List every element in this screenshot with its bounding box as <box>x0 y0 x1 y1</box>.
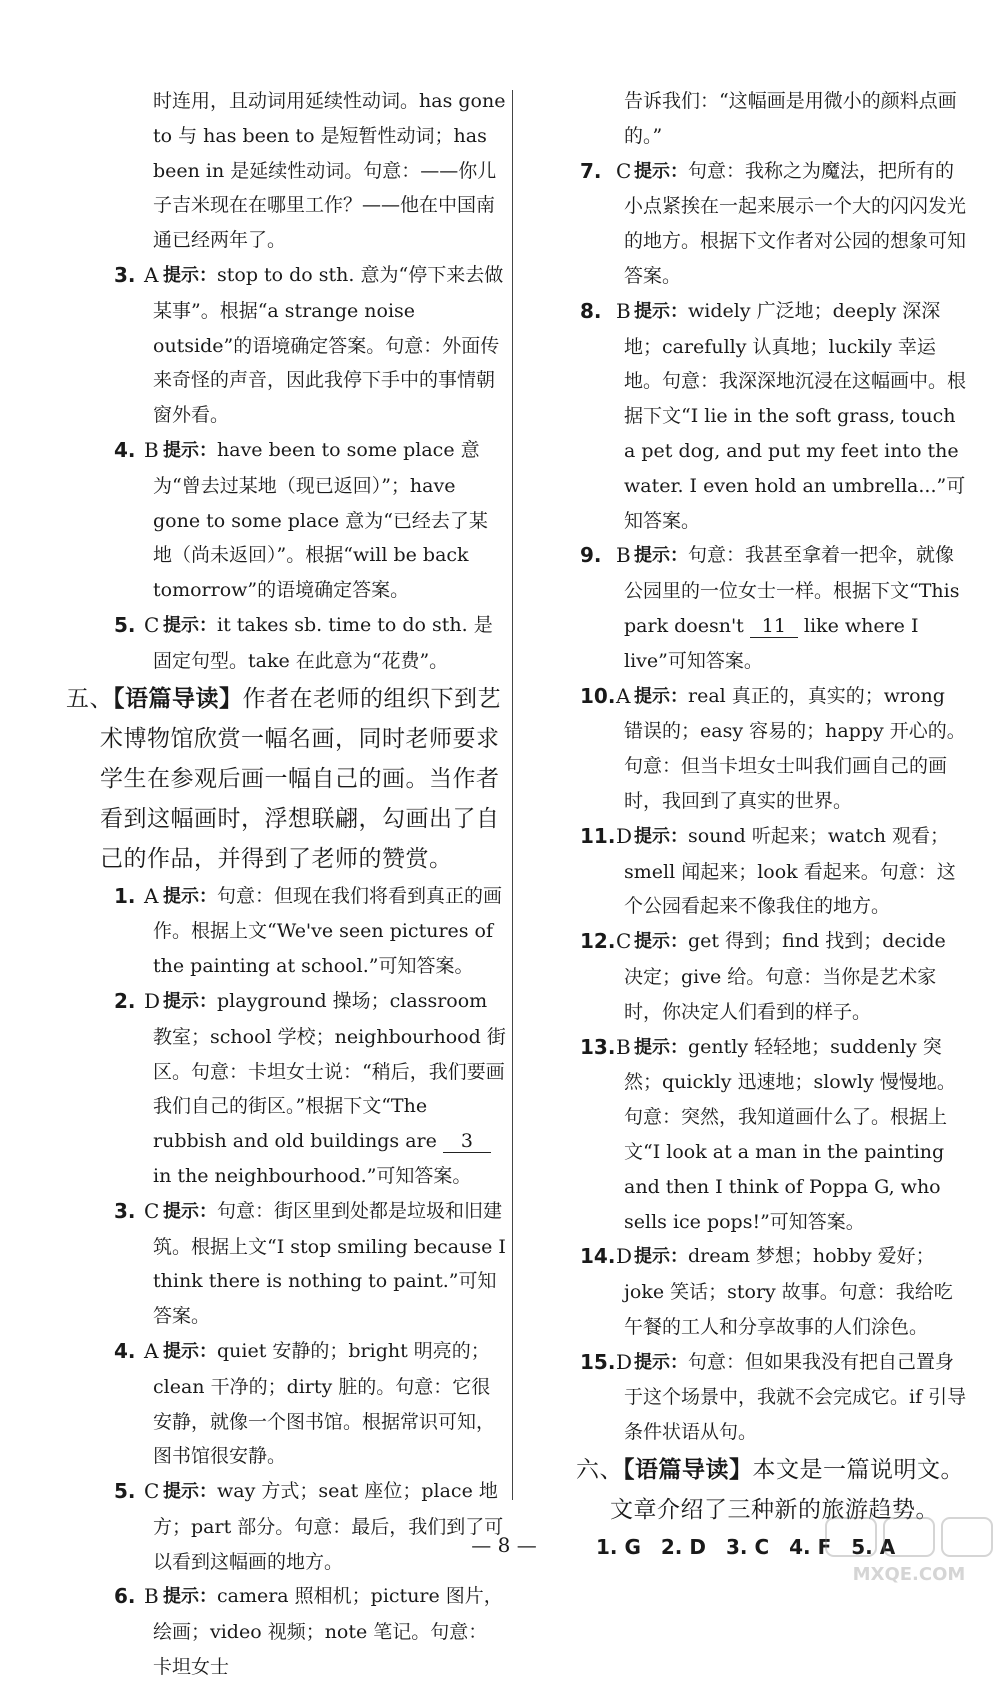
svg-text:MXQE.COM: MXQE.COM <box>852 1564 966 1585</box>
answer-item: 5. C 提示：it takes sb. time to do sth. 是固定句型。take 在此意为“花费”。 <box>114 612 493 672</box>
answer-item: 7. C 提示：句意：我称之为魔法，把所有的小点紧挨在一起来展示一个大的闪闪发光的地方。根据下文作者对公园的想象可知答案。 <box>580 158 967 287</box>
answer-item: 11. D 提示：sound 听起来；watch 观看；smell 闻起来；look 看起来。句意：这个公园看起来不像我住的地方。 <box>580 823 956 918</box>
right-column <box>576 84 968 1565</box>
column-divider <box>512 90 513 1500</box>
answer-item: 2. D 提示：playground 操场；classroom 教室；school 学校；neighbourhood 街区。句意：卡坦女士说：“稍后，我们要画我们自己的街区。”根据下文“The rubbish and old buildings are 3 in the neighbourhood.”可知答案。 <box>114 988 506 1187</box>
answer-item: 4. A 提示：quiet 安静的；bright 明亮的；clean 干净的；dirty 脏的。句意：它很安静，就像一个图书馆。根据常识可知，图书馆很安静。 <box>114 1338 496 1468</box>
watermark-logo <box>824 1516 994 1586</box>
answer-item: 1. A 提示：句意：但现在我们将看到真正的画作。根据上文“We've seen pictures of the painting at school.”可知答案。 <box>114 883 503 978</box>
answer-item: 4. B 提示：have been to some place 意为“曾去过某地（现已返回）”；have gone to some place 意为“已经去了某地（尚未返回）”。根据“will be back tomorrow”的语境确定答案。 <box>114 437 488 602</box>
continued-text: 告诉我们：“这幅画是用微小的颜料点画的。” <box>624 90 957 147</box>
left-column <box>66 84 506 1685</box>
answer-item: 3. A 提示：stop to do sth. 意为“停下来去做某事”。根据“a strange noise outside”的语境确定答案。句意：外面传来奇怪的声音，因此我停下手中的事情朝窗外看。 <box>114 262 504 427</box>
answer-item: 6. B 提示：camera 照相机；picture 图片，绘画；video 视频；note 笔记。句意：卡坦女士 <box>114 1584 503 1679</box>
answer-item: 10. A 提示：real 真正的，真实的；wrong 错误的；easy 容易的；happy 开心的。句意：但当卡坦女士叫我们画自己的画时，我回到了真实的世界。 <box>580 683 966 812</box>
answer-item: 14. D 提示：dream 梦想；hobby 爱好；joke 笑话；story 故事。句意：我给吃午餐的工人和分享故事的人们涂色。 <box>580 1244 953 1338</box>
page-number: — 8 — <box>471 1533 537 1557</box>
answer-list <box>576 679 968 1451</box>
answer-item: 13. B 提示：gently 轻轻地；suddenly 突然；quickly 迅速地；slowly 慢慢地。句意：突然，我知道画什么了。根据上文“I look at a man in the painting and then I think of Poppa G, who sells ice pops!”可知答案。 <box>580 1034 956 1233</box>
answer-item: 3. C 提示：句意：街区里到处都是垃圾和旧建筑。根据上文“I stop smiling because I think there is nothing to paint.”可知答案。 <box>114 1198 506 1328</box>
blank-number: 11 <box>750 615 798 638</box>
answer-list <box>576 154 968 539</box>
answer-list <box>66 258 506 679</box>
answer-list <box>66 879 506 1685</box>
section-six: 六、【语篇导读】本文是一篇说明文。文章介绍了三种新的旅游趋势。 <box>576 1457 964 1524</box>
section-five: 五、【语篇导读】作者在老师的组织下到艺术博物馆欣赏一幅名画，同时老师要求学生在参观后画一幅自己的画。当作者看到这幅画时，浮想联翩，勾画出了自己的作品，并得到了老师的赞赏。 <box>66 685 501 872</box>
continued-text: 时连用，且动词用延续性动词。has gone to 与 has been to 是短暂性动词；has been in 是延续性动词。句意：——你儿子吉米现在在哪里工作？——他在中国南通已经两年了。 <box>153 90 506 252</box>
answer-item: 5. C 提示：way 方式；seat 座位；place 地方；part 部分。句意：最后，我们到了可以看到这幅画的地方。 <box>114 1479 504 1573</box>
answer-item: 9. B 提示：句意：我甚至拿着一把伞，就像公园里的一位女士一样。根据下文“This park doesn't 11 like where I live”可知答案。 <box>580 543 960 672</box>
blank-number: 3 <box>443 1130 491 1153</box>
answer-key-line: 1. G 2. D 3. C 4. F 5. A <box>596 1535 896 1560</box>
answer-item: 12. C 提示：get 得到；find 找到；decide 决定；give 给。句意：当你是艺术家时，你决定人们看到的样子。 <box>580 929 946 1023</box>
answer-item: 8. B 提示：widely 广泛地；deeply 深深地；carefully 认真地；luckily 幸运地。句意：我深深地沉浸在这幅画中。根据下文“I lie in the soft grass, touch a pet dog, and put my feet into the water. I even hold an umbrella...”可知答案。 <box>580 298 967 532</box>
answer-item: 15. D 提示：句意：但如果我没有把自己置身于这个场景中，我就不会完成它。if 引导条件状语从句。 <box>580 1349 967 1444</box>
